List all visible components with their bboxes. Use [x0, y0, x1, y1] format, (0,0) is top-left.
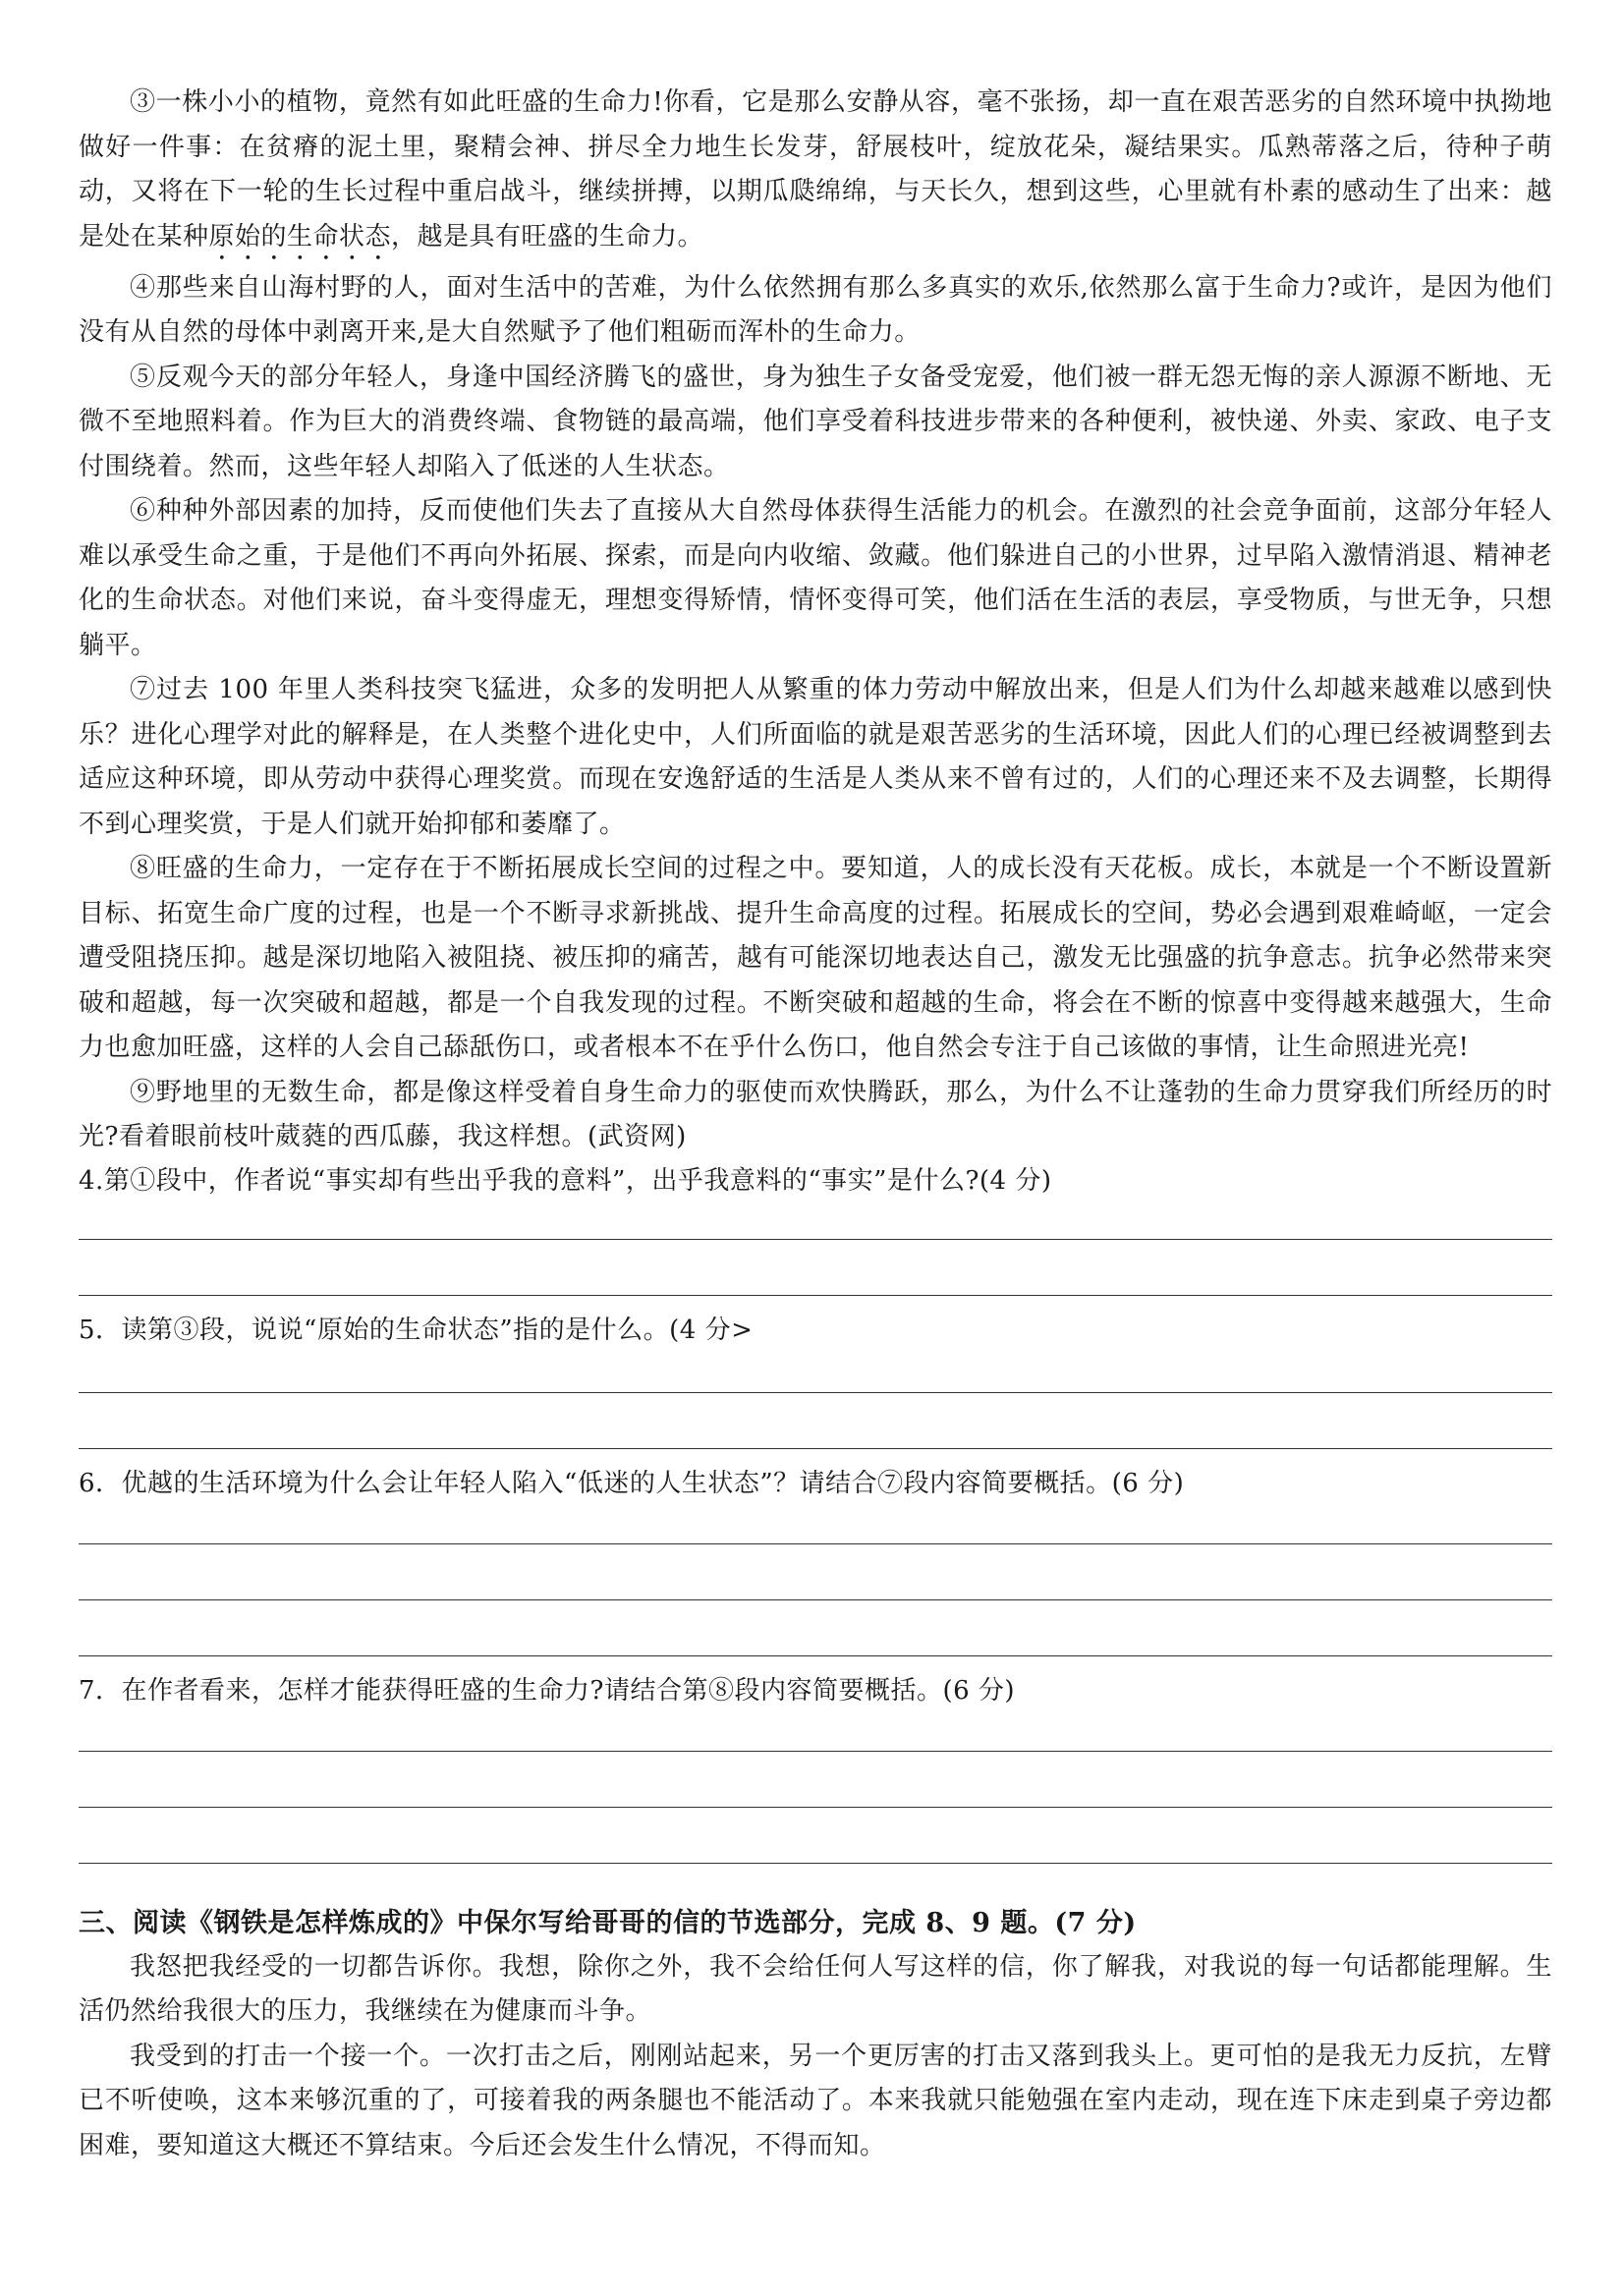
letter-paragraph-1: 我怒把我经受的一切都告诉你。我想，除你之外，我不会给任何人写这样的信，你了解我，对我说的每一句话都能理解。生活仍然给我很大的压力，我继续在为健康而斗争。 [79, 1951, 1552, 2026]
question-7: 7．在作者看来，怎样才能获得旺盛的生命力?请结合第⑧段内容简要概括。(6 分) [79, 1675, 1016, 1706]
letter-paragraph-2: 我受到的打击一个接一个。一次打击之后，刚刚站起来，另一个更厉害的打击又落到我头上。更可怕的是我无力反抗，左臂已不听使唤，这本来够沉重的了，可接着我的两条腿也不能活动了。本来我就只能勉强在室内走动，现在连下床走到桌子旁边都困难，要知道这大概还不算结束。今后还会发生什么情况，不得而知。 [79, 2041, 1552, 2160]
question-5: 5．读第③段，说说“原始的生命状态”指的是什么。(4 分> [79, 1315, 754, 1345]
emphasized-phrase: 原始的生命状态 [208, 221, 392, 252]
paragraph-5: ⑤反观今天的部分年轻人，身逢中国经济腾飞的盛世，身为独生子女备受宠爱，他们被一群无怨无悔的亲人源源不断地、无微不至地照料着。作为巨大的消费终端、食物链的最高端，他们享受着科技进步带来的各种便利，被快递、外卖、家政、电子支付围绕着。然而，这些年轻人却陷入了低迷的人生状态。 [79, 362, 1552, 481]
answer-line[interactable] [79, 1392, 1552, 1393]
answer-line[interactable] [79, 1239, 1552, 1240]
paragraph-3-end: ，越是具有旺盛的生命力。 [391, 221, 704, 252]
answer-line[interactable] [79, 1543, 1552, 1544]
answer-line[interactable] [79, 1448, 1552, 1449]
answer-line[interactable] [79, 1863, 1552, 1864]
answer-line[interactable] [79, 1599, 1552, 1600]
section-3-heading: 三、阅读《钢铁是怎样炼成的》中保尔写给哥哥的信的节选部分，完成 8、9 题。(7 分) [79, 1907, 1137, 1938]
answer-line[interactable] [79, 1295, 1552, 1296]
paragraph-7: ⑦过去 100 年里人类科技突飞猛进，众多的发明把人从繁重的体力劳动中解放出来，但是人们为什么却越来越难以感到快乐？进化心理学对此的解释是，在人类整个进化史中，人们所面临的就是艰苦恶劣的生活环境，因此人们的心理已经被调整到去适应这种环境，即从劳动中获得心理奖赏。而现在安逸舒适的生活是人类从来不曾有过的，人们的心理还来不及去调整，长期得不到心理奖赏，于是人们就开始抑郁和萎靡了。 [79, 675, 1552, 839]
answer-line[interactable] [79, 1655, 1552, 1656]
paragraph-6: ⑥种种外部因素的加持，反而使他们失去了直接从大自然母体获得生活能力的机会。在激烈的社会竞争面前，这部分年轻人难以承受生命之重，于是他们不再向外拓展、探索，而是向内收缩、敛藏。他们躲进自己的小世界，过早陷入激情消退、精神老化的生命状态。对他们来说，奋斗变得虚无，理想变得矫情，情怀变得可笑，他们活在生活的表层，享受物质，与世无争，只想躺平。 [79, 496, 1552, 660]
answer-area-4[interactable] [79, 1239, 1552, 1296]
question-4: 4.第①段中，作者说“事实却有些出乎我的意料”，出乎我意料的“事实”是什么?(4 分) [79, 1165, 1052, 1196]
answer-area-7[interactable] [79, 1751, 1552, 1864]
answer-line[interactable] [79, 1807, 1552, 1808]
question-6: 6．优越的生活环境为什么会让年轻人陷入“低迷的人生状态”？请结合⑦段内容简要概括。(6 分) [79, 1468, 1185, 1498]
paragraph-9: ⑨野地里的无数生命，都是像这样受着自身生命力的驱使而欢快腾跃，那么，为什么不让蓬勃的生命力贯穿我们所经历的时光?看着眼前枝叶葳蕤的西瓜藤，我这样想。(武资网) [79, 1077, 1552, 1151]
paragraph-3 [79, 81, 1552, 266]
answer-area-6[interactable] [79, 1543, 1552, 1656]
answer-area-5[interactable] [79, 1392, 1552, 1449]
exam-page [79, 81, 1552, 2168]
paragraph-3-text: ③一株小小的植物，竟然有如此旺盛的生命力!你看，它是那么安静从容，毫不张扬，却一直在艰苦恶劣的自然环境中执拗地做好一件事：在贫瘠的泥土里，聚精会神、拼尽全力地生长发芽，舒展枝叶，绽放花朵，凝结果实。瓜熟蒂落之后，待种子萌动，又将在下一轮的生长过程中重启战斗，继续拼搏，以期瓜瓞绵绵，与天长久，想到这些，心里就有朴素的感动生了出来：越是处在某种 [79, 87, 1552, 252]
paragraph-8: ⑧旺盛的生命力，一定存在于不断拓展成长空间的过程之中。要知道，人的成长没有天花板。成长，本就是一个不断设置新目标、拓宽生命广度的过程，也是一个不断寻求新挑战、提升生命高度的过程。拓展成长的空间，势必会遇到艰难崎岖，一定会遭受阻挠压抑。越是深切地陷入被阻挠、被压抑的痛苦，越有可能深切地表达自己，激发无比强盛的抗争意志。抗争必然带来突破和超越，每一次突破和超越，都是一个自我发现的过程。不断突破和超越的生命，将会在不断的惊喜中变得越来越强大，生命力也愈加旺盛，这样的人会自己舔舐伤口，或者根本不在乎什么伤口，他自然会专注于自己该做的事情，让生命照进光亮! [79, 854, 1552, 1062]
paragraph-4: ④那些来自山海村野的人，面对生活中的苦难，为什么依然拥有那么多真实的欢乐,依然那么富于生命力?或许，是因为他们没有从自然的母体中剥离开来,是大自然赋予了他们粗砺而浑朴的生命力。 [79, 272, 1552, 347]
answer-line[interactable] [79, 1751, 1552, 1752]
